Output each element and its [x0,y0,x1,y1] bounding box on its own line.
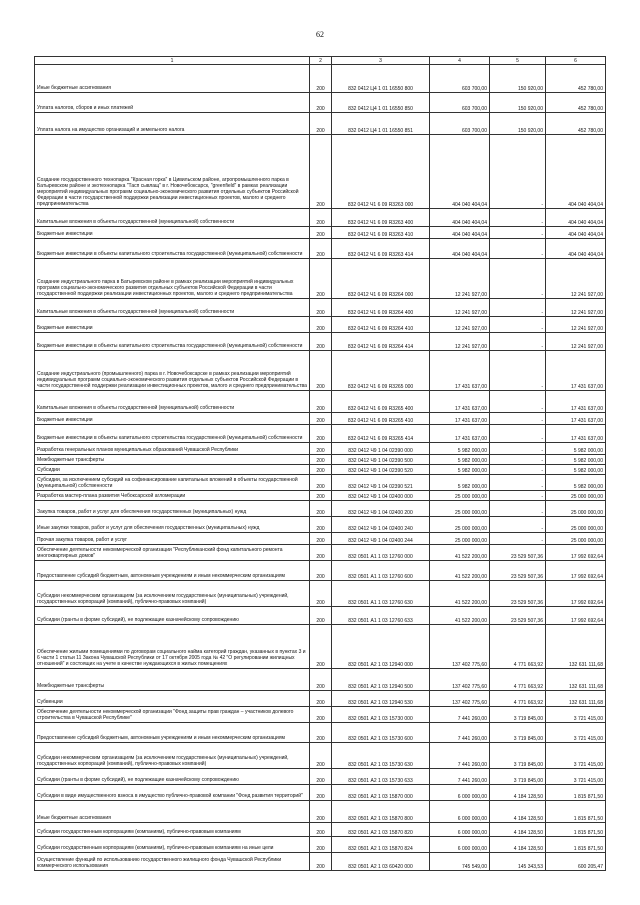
row-executed-cell: 23 529 507,36 [490,545,546,561]
row-remaining-cell: 404 040 404,04 [546,239,606,259]
row-executed-cell: - [490,455,546,465]
row-name-cell: Субсидии некоммерческим организациям (за исключением государственных (муниципальных) учреждений, государственных корпораций (компаний), публично-правовых компаний) [35,743,310,769]
row-executed-cell: 150 920,00 [490,113,546,135]
row-name-cell: Межбюджетные трансферты [35,455,310,465]
row-code-cell: 200 [310,723,332,743]
row-approved-cell: 12 241 927,00 [430,333,490,351]
row-approved-cell: 25 000 000,00 [430,517,490,533]
row-name-cell: Предоставление субсидий бюджетным, автономным учреждениям и иным некоммерческим организациям [35,561,310,581]
row-remaining-cell: 5 982 000,00 [546,475,606,491]
row-executed-cell: 3 719 845,00 [490,707,546,723]
row-code-cell: 200 [310,65,332,93]
row-name-cell: Предоставление субсидий бюджетным, автономным учреждениям и иным некоммерческим организациям [35,723,310,743]
row-executed-cell: - [490,501,546,517]
row-code-cell: 200 [310,581,332,607]
row-approved-cell: 137 402 775,60 [430,669,490,691]
row-approved-cell: 5 982 000,00 [430,443,490,455]
row-code-cell: 200 [310,801,332,823]
row-name-cell: Субсидии некоммерческим организациям (за исключением государственных (муниципальных) учреждений, государственных корпораций (компаний), публично-правовых компаний) [35,581,310,607]
row-name-cell: Субвенции [35,691,310,707]
row-approved-cell: 6 000 000,00 [430,801,490,823]
row-executed-cell: - [490,135,546,209]
row-code-cell: 200 [310,209,332,227]
row-code-cell: 200 [310,743,332,769]
table-row [35,317,606,333]
row-kbk-cell: 832 0412 Ч9 1 04 02400 200 [332,501,430,517]
row-remaining-cell: 3 721 415,00 [546,707,606,723]
table-row [35,837,606,853]
row-name-cell: Субсидии (гранты в форме субсидий), не подлежащие казначейскому сопровождению [35,769,310,785]
row-code-cell: 200 [310,769,332,785]
row-kbk-cell: 832 0412 Ц4 1 01 16550 851 [332,113,430,135]
row-approved-cell: 7 441 260,00 [430,723,490,743]
row-code-cell: 200 [310,517,332,533]
row-executed-cell: 23 529 507,36 [490,561,546,581]
row-code-cell: 200 [310,837,332,853]
row-name-cell: Разработка генеральных планов муниципальных образований Чувашской Республики [35,443,310,455]
row-name-cell: Межбюджетные трансферты [35,669,310,691]
row-executed-cell: - [490,227,546,239]
row-executed-cell: - [490,299,546,317]
row-kbk-cell: 832 0412 Ч1 6 09 R3265 400 [332,391,430,413]
row-kbk-cell: 832 0412 Ч1 6 09 R3263 410 [332,227,430,239]
row-remaining-cell: 17 431 637,00 [546,413,606,425]
row-executed-cell: 4 771 663,92 [490,625,546,669]
row-name-cell: Обеспечение деятельности некоммерческой организации "Республиканский фонд капитального ремонта многоквартирных домов" [35,545,310,561]
table-row [35,239,606,259]
row-remaining-cell: 132 631 111,68 [546,669,606,691]
row-kbk-cell: 832 0501 А2 1 03 15730 600 [332,723,430,743]
row-approved-cell: 5 982 000,00 [430,465,490,475]
row-kbk-cell: 832 0412 Ч1 6 09 R3264 410 [332,317,430,333]
row-approved-cell: 6 000 000,00 [430,785,490,801]
row-executed-cell: 4 771 663,92 [490,691,546,707]
row-executed-cell: - [490,259,546,299]
row-kbk-cell: 832 0501 А2 1 03 12940 530 [332,691,430,707]
table-row [35,299,606,317]
row-remaining-cell: 1 815 871,50 [546,837,606,853]
row-name-cell: Создание индустриального парка в Батыревском районе в рамках реализации мероприятий индивидуальных программ социально-экономического развития отдельных субъектов Российской Федерации в части государственной поддержки реализации инвестиционных проектов, малого и среднего предпринимательства [35,259,310,299]
row-executed-cell: 150 920,00 [490,65,546,93]
row-executed-cell: 145 343,53 [490,853,546,871]
row-approved-cell: 41 522 200,00 [430,545,490,561]
row-approved-cell: 12 241 927,00 [430,259,490,299]
table-row [35,135,606,209]
row-code-cell: 200 [310,455,332,465]
row-kbk-cell: 832 0412 Ч1 6 09 R3265 414 [332,425,430,443]
row-remaining-cell: 452 780,00 [546,113,606,135]
row-remaining-cell: 12 241 927,00 [546,317,606,333]
row-code-cell: 200 [310,259,332,299]
row-name-cell: Иные бюджетные ассигнования [35,65,310,93]
row-executed-cell: - [490,465,546,475]
row-code-cell: 200 [310,533,332,545]
row-executed-cell: 4 184 128,50 [490,785,546,801]
row-executed-cell: - [490,333,546,351]
row-remaining-cell: 25 000 000,00 [546,517,606,533]
row-approved-cell: 7 441 260,00 [430,743,490,769]
row-name-cell: Бюджетные инвестиции [35,227,310,239]
table-row [35,823,606,837]
row-executed-cell: - [490,533,546,545]
table-row [35,391,606,413]
row-remaining-cell: 5 982 000,00 [546,443,606,455]
table-header-row [35,57,606,65]
row-approved-cell: 603 700,00 [430,65,490,93]
row-approved-cell: 7 441 260,00 [430,769,490,785]
row-kbk-cell: 832 0501 А2 1 03 15730 000 [332,707,430,723]
row-kbk-cell: 832 0412 Ч1 6 09 R3263 000 [332,135,430,209]
table-row [35,853,606,871]
row-executed-cell: - [490,413,546,425]
row-kbk-cell: 832 0412 Ч9 1 04 02400 000 [332,491,430,501]
row-kbk-cell: 832 0501 А2 1 03 12940 500 [332,669,430,691]
table-row [35,743,606,769]
table-row [35,769,606,785]
row-kbk-cell: 832 0412 Ч9 1 04 02400 244 [332,533,430,545]
row-remaining-cell: 17 431 637,00 [546,351,606,391]
row-name-cell: Бюджетные инвестиции в объекты капитального строительства государственной (муниципальной) собственности [35,239,310,259]
row-kbk-cell: 832 0501 А2 1 03 15870 800 [332,801,430,823]
row-remaining-cell: 452 780,00 [546,65,606,93]
row-executed-cell: 4 184 128,50 [490,823,546,837]
row-code-cell: 200 [310,135,332,209]
row-executed-cell: - [490,351,546,391]
row-code-cell: 200 [310,545,332,561]
row-executed-cell: 23 529 507,36 [490,607,546,625]
row-approved-cell: 17 431 637,00 [430,351,490,391]
row-executed-cell: - [490,209,546,227]
row-name-cell: Обеспечение деятельности некоммерческой организации "Фонд защиты прав граждан – участников долевого строительства в Чувашской Республике" [35,707,310,723]
row-approved-cell: 404 040 404,04 [430,239,490,259]
row-executed-cell: 150 920,00 [490,93,546,113]
row-approved-cell: 25 000 000,00 [430,533,490,545]
table-row [35,581,606,607]
row-name-cell: Иные бюджетные ассигнования [35,801,310,823]
row-name-cell: Создание государственного технопарка "Красная горка" в Цивильском районе, агропромышленного парка в Батыревском районе и экотехнопарка "Тасп сывлащ" в г. Новочебоксарск, "greenfield" в рамках реализации мероприятий индивидуальных программ социально-экономического развития отдельных субъектов Российской Федерации в части государственной поддержки реализации инвестиционных проектов, малого и среднего предпринимательства [35,135,310,209]
table-row [35,475,606,491]
row-approved-cell: 12 241 927,00 [430,299,490,317]
row-executed-cell: 4 771 663,92 [490,669,546,691]
row-remaining-cell: 17 992 692,64 [546,581,606,607]
row-remaining-cell: 17 992 692,64 [546,607,606,625]
row-kbk-cell: 832 0501 А2 1 03 15870 000 [332,785,430,801]
row-code-cell: 200 [310,227,332,239]
row-kbk-cell: 832 0412 Ч1 6 09 R3264 414 [332,333,430,351]
row-kbk-cell: 832 0412 Ц4 1 01 16550 850 [332,93,430,113]
header-cell: 4 [430,57,490,65]
row-kbk-cell: 832 0412 Ч1 6 09 R3265 410 [332,413,430,425]
row-kbk-cell: 832 0501 А1 1 03 12760 000 [332,545,430,561]
row-name-cell: Уплата налога на имущество организаций и земельного налога [35,113,310,135]
row-remaining-cell: 3 721 415,00 [546,743,606,769]
row-remaining-cell: 1 815 871,50 [546,823,606,837]
row-name-cell: Разработка мастер-плана развития Чебоксарской агломерации [35,491,310,501]
row-executed-cell: - [490,517,546,533]
row-kbk-cell: 832 0412 Ч9 1 04 02400 240 [332,517,430,533]
row-executed-cell: - [490,443,546,455]
row-approved-cell: 17 431 637,00 [430,425,490,443]
table-row [35,607,606,625]
row-name-cell: Субсидии (гранты в форме субсидий), не подлежащие казначейскому сопровождению [35,607,310,625]
row-remaining-cell: 17 992 692,64 [546,561,606,581]
row-approved-cell: 6 000 000,00 [430,823,490,837]
row-executed-cell: 3 719 845,00 [490,769,546,785]
budget-table [34,56,606,871]
row-name-cell: Субсидии государственным корпорациям (компаниям), публично-правовым компаниям на иные цели [35,837,310,853]
row-name-cell: Капитальные вложения в объекты государственной (муниципальной) собственности [35,209,310,227]
row-code-cell: 200 [310,607,332,625]
row-remaining-cell: 132 631 111,68 [546,625,606,669]
row-remaining-cell: 17 431 637,00 [546,391,606,413]
row-name-cell: Обеспечение жилыми помещениями по договорам социального найма категорий граждан, указанных в пунктах 3 и 6 части 1 статьи 11 Закона Чувашской Республики от 17 октября 2005 года № 42 "О регулировании жилищных отношений" и состоящих на учете в качестве нуждающихся в жилых помещениях [35,625,310,669]
row-name-cell: Капитальные вложения в объекты государственной (муниципальной) собственности [35,391,310,413]
row-kbk-cell: 832 0412 Ч1 6 09 R3264 400 [332,299,430,317]
row-executed-cell: - [490,425,546,443]
row-code-cell: 200 [310,317,332,333]
row-kbk-cell: 832 0501 А2 1 03 15730 630 [332,743,430,769]
table-row [35,545,606,561]
row-remaining-cell: 3 721 415,00 [546,769,606,785]
row-code-cell: 200 [310,785,332,801]
row-approved-cell: 25 000 000,00 [430,501,490,517]
table-row [35,209,606,227]
row-kbk-cell: 832 0501 А2 1 03 15870 824 [332,837,430,853]
row-remaining-cell: 1 815 871,50 [546,785,606,801]
row-approved-cell: 603 700,00 [430,93,490,113]
row-remaining-cell: 404 040 404,04 [546,227,606,239]
row-executed-cell: - [490,239,546,259]
row-name-cell: Капитальные вложения в объекты государственной (муниципальной) собственности [35,299,310,317]
row-code-cell: 200 [310,93,332,113]
row-name-cell: Иные закупки товаров, работ и услуг для обеспечения государственных (муниципальных) нужд [35,517,310,533]
row-remaining-cell: 25 000 000,00 [546,501,606,517]
row-remaining-cell: 132 631 111,68 [546,691,606,707]
row-approved-cell: 5 982 000,00 [430,455,490,465]
row-name-cell: Субсидии, за исключением субсидий на софинансирование капитальных вложений в объекты государственной (муниципальной) собственности [35,475,310,491]
row-remaining-cell: 12 241 927,00 [546,259,606,299]
row-executed-cell: - [490,317,546,333]
row-code-cell: 200 [310,625,332,669]
row-approved-cell: 745 549,00 [430,853,490,871]
row-code-cell: 200 [310,501,332,517]
table-row [35,691,606,707]
table-row [35,625,606,669]
row-executed-cell: 4 184 128,50 [490,801,546,823]
table-row [35,65,606,93]
row-kbk-cell: 832 0412 Ч1 6 09 R3265 000 [332,351,430,391]
row-code-cell: 200 [310,465,332,475]
row-executed-cell: - [490,491,546,501]
row-name-cell: Субсидии в виде имущественного взноса в имущество публично-правовой компании "Фонд развития территорий" [35,785,310,801]
row-approved-cell: 25 000 000,00 [430,491,490,501]
row-kbk-cell: 832 0412 Ч9 1 04 02390 000 [332,443,430,455]
row-code-cell: 200 [310,299,332,317]
row-kbk-cell: 832 0412 Ч9 1 04 02390 521 [332,475,430,491]
row-kbk-cell: 832 0412 Ч9 1 04 02390 500 [332,455,430,465]
row-name-cell: Создание индустриального (промышленного) парка в г. Новочебоксарске в рамках реализации мероприятий индивидуальных программ социально-экономического развития отдельных субъектов Российской Федерации в части государственной поддержки реализации инвестиционных проектов, малого и среднего предпринимательства [35,351,310,391]
row-name-cell: Бюджетные инвестиции [35,317,310,333]
table-row [35,465,606,475]
table-row [35,707,606,723]
row-code-cell: 200 [310,669,332,691]
row-approved-cell: 7 441 260,00 [430,707,490,723]
row-remaining-cell: 1 815 871,50 [546,801,606,823]
row-remaining-cell: 600 205,47 [546,853,606,871]
row-remaining-cell: 25 000 000,00 [546,533,606,545]
row-name-cell: Субсидии [35,465,310,475]
row-code-cell: 200 [310,853,332,871]
row-kbk-cell: 832 0501 А2 1 03 12940 000 [332,625,430,669]
row-approved-cell: 41 522 200,00 [430,561,490,581]
row-remaining-cell: 404 040 404,04 [546,209,606,227]
row-approved-cell: 404 040 404,04 [430,227,490,239]
table-row [35,517,606,533]
header-cell: 1 [35,57,310,65]
table-row [35,533,606,545]
table-row [35,333,606,351]
row-kbk-cell: 832 0412 Ч1 6 09 R3264 000 [332,259,430,299]
row-executed-cell: - [490,475,546,491]
row-approved-cell: 137 402 775,60 [430,625,490,669]
row-executed-cell: 3 719 845,00 [490,743,546,769]
header-cell: 3 [332,57,430,65]
row-approved-cell: 17 431 637,00 [430,391,490,413]
row-executed-cell: 23 529 507,36 [490,581,546,607]
row-code-cell: 200 [310,561,332,581]
row-code-cell: 200 [310,413,332,425]
row-kbk-cell: 832 0501 А1 1 03 12760 633 [332,607,430,625]
row-kbk-cell: 832 0501 А2 1 03 15730 633 [332,769,430,785]
row-remaining-cell: 5 982 000,00 [546,465,606,475]
table-row [35,351,606,391]
row-approved-cell: 6 000 000,00 [430,837,490,853]
table-row [35,413,606,425]
row-code-cell: 200 [310,443,332,455]
header-cell: 2 [310,57,332,65]
row-code-cell: 200 [310,475,332,491]
row-approved-cell: 5 982 000,00 [430,475,490,491]
table-row [35,501,606,517]
row-code-cell: 200 [310,691,332,707]
row-kbk-cell: 832 0501 А1 1 03 12760 600 [332,561,430,581]
row-remaining-cell: 452 780,00 [546,93,606,113]
row-remaining-cell: 12 241 927,00 [546,333,606,351]
row-approved-cell: 17 431 637,00 [430,413,490,425]
row-remaining-cell: 5 982 000,00 [546,455,606,465]
table-row [35,113,606,135]
row-remaining-cell: 12 241 927,00 [546,299,606,317]
row-name-cell: Закупка товаров, работ и услуг для обеспечения государственных (муниципальных) нужд [35,501,310,517]
row-name-cell: Субсидии государственным корпорациям (компаниям), публично-правовым компаниям [35,823,310,837]
row-kbk-cell: 832 0501 А2 1 03 15870 820 [332,823,430,837]
table-row [35,425,606,443]
table-row [35,491,606,501]
row-name-cell: Уплата налогов, сборов и иных платежей [35,93,310,113]
row-approved-cell: 41 522 200,00 [430,581,490,607]
row-kbk-cell: 832 0501 А2 1 03 60420 000 [332,853,430,871]
table-row [35,785,606,801]
row-kbk-cell: 832 0412 Ч1 6 09 R3263 414 [332,239,430,259]
row-kbk-cell: 832 0501 А1 1 03 12760 630 [332,581,430,607]
row-kbk-cell: 832 0412 Ч1 6 09 R3263 400 [332,209,430,227]
row-kbk-cell: 832 0412 Ч9 1 04 02390 520 [332,465,430,475]
header-cell: 5 [490,57,546,65]
row-executed-cell: 4 184 128,50 [490,837,546,853]
row-code-cell: 200 [310,823,332,837]
row-code-cell: 200 [310,351,332,391]
row-approved-cell: 12 241 927,00 [430,317,490,333]
row-remaining-cell: 17 431 637,00 [546,425,606,443]
row-name-cell: Прочая закупка товаров, работ и услуг [35,533,310,545]
row-approved-cell: 603 700,00 [430,113,490,135]
row-executed-cell: 3 719 845,00 [490,723,546,743]
row-code-cell: 200 [310,707,332,723]
row-name-cell: Бюджетные инвестиции в объекты капитального строительства государственной (муниципальной) собственности [35,425,310,443]
row-remaining-cell: 17 992 692,64 [546,545,606,561]
row-approved-cell: 404 040 404,04 [430,209,490,227]
header-cell: 6 [546,57,606,65]
table-row [35,259,606,299]
row-name-cell: Бюджетные инвестиции в объекты капитального строительства государственной (муниципальной) собственности [35,333,310,351]
table-row [35,93,606,113]
page-number: 62 [316,30,324,39]
row-approved-cell: 137 402 775,60 [430,691,490,707]
table-row [35,801,606,823]
table-row [35,443,606,455]
row-remaining-cell: 3 721 415,00 [546,723,606,743]
row-approved-cell: 404 040 404,04 [430,135,490,209]
table-row [35,669,606,691]
table-row [35,227,606,239]
table-row [35,723,606,743]
row-name-cell: Бюджетные инвестиции [35,413,310,425]
row-name-cell: Осуществление функций по использованию государственного жилищного фонда Чувашской Республики коммерческого использования [35,853,310,871]
row-code-cell: 200 [310,425,332,443]
row-code-cell: 200 [310,113,332,135]
row-executed-cell: - [490,391,546,413]
row-remaining-cell: 404 040 404,04 [546,135,606,209]
row-kbk-cell: 832 0412 Ц4 1 01 16550 800 [332,65,430,93]
row-code-cell: 200 [310,491,332,501]
row-remaining-cell: 25 000 000,00 [546,491,606,501]
table-row [35,455,606,465]
row-code-cell: 200 [310,239,332,259]
table-row [35,561,606,581]
row-code-cell: 200 [310,333,332,351]
row-code-cell: 200 [310,391,332,413]
row-approved-cell: 41 522 200,00 [430,607,490,625]
